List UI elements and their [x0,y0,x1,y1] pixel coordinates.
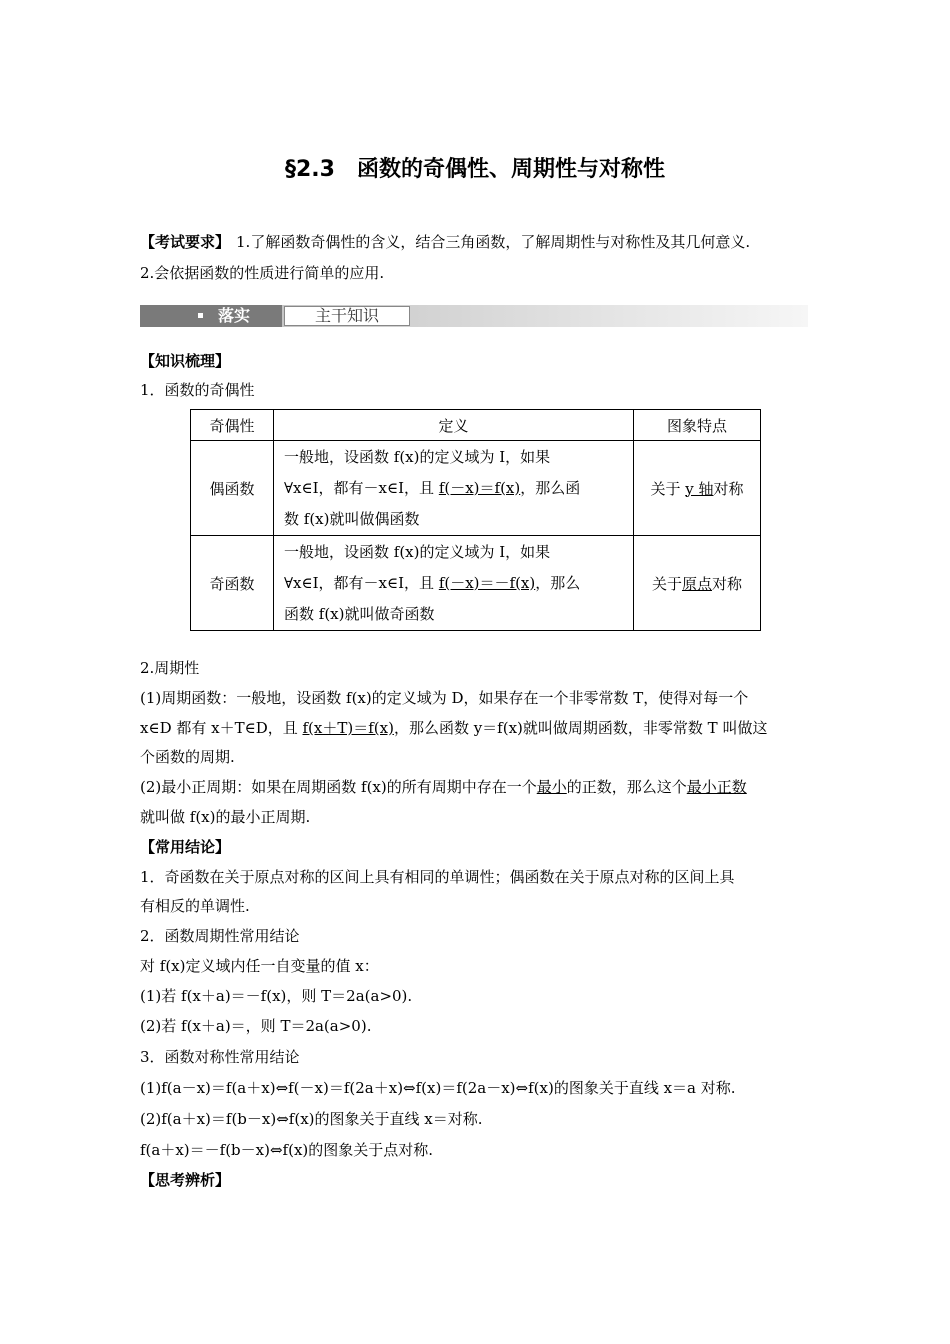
min-period-answer: 最小 [536,778,567,796]
requirement-line-2: 2.会依据函数的性质进行简单的应用. [140,264,385,282]
definition-answer: f(－x)＝f(x) [438,478,521,497]
periodic-line-2 [140,718,767,738]
table-cell-name: 奇函数 [191,536,274,631]
feature-answer: y 轴 [685,479,714,498]
definition-text: ∀x∈I，都有－x∈I，且 [284,478,439,497]
banner-dark-block [140,305,282,327]
definition-text: ，那么函 [520,478,581,497]
feature-answer: 原点 [681,574,712,593]
min-period-line-2: 就叫做 f(x)的最小正周期. [140,808,311,826]
conclusion-2-intro: 对 f(x)定义域内任一自变量的值 x： [140,957,379,975]
knowledge-heading: 【知识梳理】 [140,352,231,370]
definition-line: 函数 f(x)就叫做奇函数 [284,604,435,623]
parity-table [190,409,761,631]
conclusion-2-item-1: (1)若 f(x＋a)＝－f(x)，则 T＝2a(a>0). [140,987,413,1005]
min-period-line-1 [140,777,747,797]
min-period-text: 的正数，那么这个 [566,778,687,796]
requirement-line-1 [140,232,750,252]
feature-text: 对称 [713,479,744,498]
periodic-text: ，那么函数 y＝f(x)就叫做周期函数，非零常数 T 叫做这 [393,719,768,737]
page-title: §2.3 函数的奇偶性、周期性与对称性 [285,157,665,182]
definition-answer: f(－x)＝－f(x) [438,573,536,592]
conclusion-2: 2．函数周期性常用结论 [140,927,300,945]
section-banner [140,305,808,327]
knowledge-item-2: 2.周期性 [140,659,200,677]
table-cell-feature [634,536,761,631]
definition-line: 数 f(x)就叫做偶函数 [284,509,420,528]
table-cell-name: 偶函数 [191,441,274,536]
min-period-answer: 最小正数 [686,778,747,796]
table-header: 奇偶性 [191,410,274,441]
banner-dark-label: 落实 [218,306,251,325]
table-header: 定义 [274,410,634,441]
table-header-row [191,410,761,441]
periodic-text: x∈D 都有 x＋T∈D，且 [140,719,303,737]
definition-line: 一般地，设函数 f(x)的定义域为 I，如果 [284,447,551,466]
knowledge-item-1: 1．函数的奇偶性 [140,381,255,399]
requirement-text-1: 1.了解函数奇偶性的含义，结合三角函数，了解周期性与对称性及其几何意义. [236,233,751,251]
conclusion-3-item-2: (2)f(a＋x)＝f(b－x)⇔f(x)的图象关于直线 x＝对称. [140,1110,483,1128]
feature-text: 关于 [650,479,686,498]
definition-line [284,568,623,599]
table-row [191,441,761,536]
table-header: 图象特点 [634,410,761,441]
conclusion-1-line-2: 有相反的单调性. [140,897,250,915]
conclusion-3-item-1: (1)f(a－x)＝f(a＋x)⇔f(－x)＝f(2a＋x)⇔f(x)＝f(2a－x)⇔f(x)的图象关于直线 x＝a 对称. [140,1079,736,1097]
conclusion-1-line-1: 1．奇函数在关于原点对称的区间上具有相同的单调性；偶函数在关于原点对称的区间上具 [140,868,735,886]
banner-light-label: 主干知识 [284,306,410,326]
table-row [191,536,761,631]
requirement-label: 【考试要求】 [140,233,231,251]
conclusion-2-item-2: (2)若 f(x＋a)＝，则 T＝2a(a>0). [140,1017,372,1035]
table-cell-definition [274,441,634,536]
feature-text: 对称 [712,574,743,593]
conclusions-heading: 【常用结论】 [140,838,231,856]
square-bullet-icon [198,313,203,318]
table-cell-feature [634,441,761,536]
periodic-line-3: 个函数的周期. [140,748,235,766]
periodic-line-1: (1)周期函数：一般地，设函数 f(x)的定义域为 D，如果存在一个非零常数 T，使得对每一个 [140,689,749,707]
min-period-text: (2)最小正周期：如果在周期函数 f(x)的所有周期中存在一个 [140,778,537,796]
conclusion-3-item-3: f(a＋x)＝－f(b－x)⇔f(x)的图象关于点对称. [140,1141,434,1159]
thinking-heading: 【思考辨析】 [140,1171,231,1189]
feature-text: 关于 [651,574,682,593]
definition-line [284,473,623,504]
periodic-answer: f(x＋T)＝f(x) [302,719,394,737]
definition-text: ，那么 [535,573,581,592]
conclusion-3: 3．函数对称性常用结论 [140,1048,300,1066]
definition-line: 一般地，设函数 f(x)的定义域为 I，如果 [284,542,551,561]
definition-text: ∀x∈I，都有－x∈I，且 [284,573,439,592]
table-cell-definition [274,536,634,631]
